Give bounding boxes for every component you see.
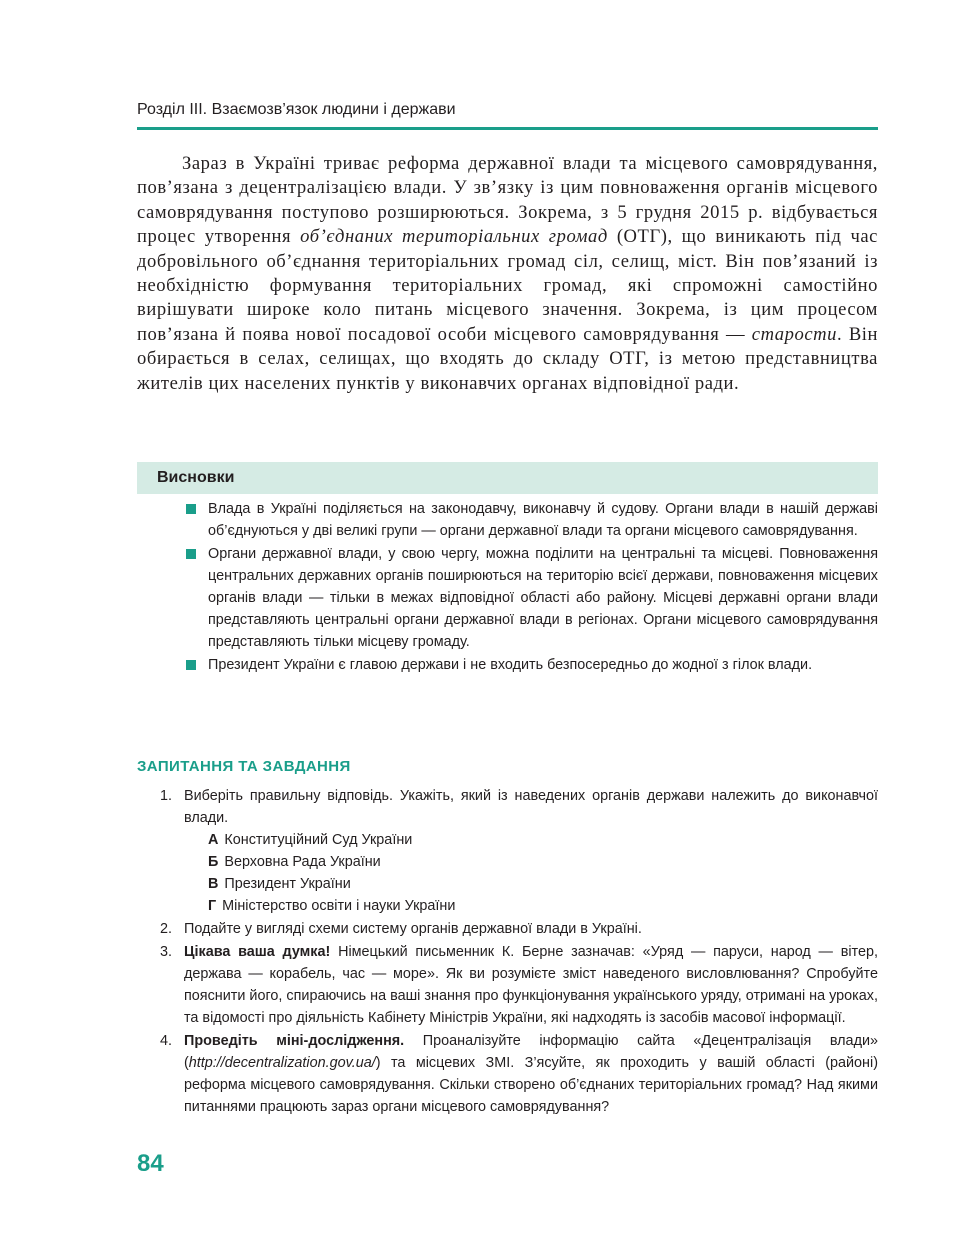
question-number: 1. [160, 788, 173, 804]
option-text: Міністерство освіти і науки України [222, 898, 456, 914]
question-text-part-2: ) та місцевих ЗМІ. З’ясуйте, як проходить у вашій області (районі) реформа місцевого самоврядування. Скільки створено об’єднаних територіальних громад? Над якими питаннями працюють зараз органи місцевого самоврядування? [184, 1055, 878, 1115]
questions-title: ЗАПИТАННЯ ТА ЗАВДАННЯ [137, 758, 351, 775]
conclusion-item [186, 654, 878, 676]
answer-option [208, 895, 878, 917]
conclusion-item-text: Президент України є главою держави і не входить безпосередньо до жодної з гілок влади. [208, 657, 813, 673]
conclusions-list [186, 498, 878, 677]
main-text-italic-term-starosta: старости [751, 323, 837, 345]
question-3 [160, 941, 878, 1029]
square-bullet-icon [186, 504, 196, 514]
question-lead-bold: Цікава ваша думка! [184, 944, 331, 960]
square-bullet-icon [186, 660, 196, 670]
conclusions-heading-bar [137, 462, 878, 494]
website-link[interactable]: http://decentralization.gov.ua/ [188, 1055, 376, 1071]
question-number: 3. [160, 944, 173, 960]
questions-list [160, 785, 878, 1119]
page-number: 84 [137, 1150, 164, 1177]
section-header: Розділ III. Взаємозв’язок людини і держави [137, 101, 456, 118]
main-text-part-2: (ОТГ), що виникають під час добровільного об’єднання територіальних громад сіл, селищ, міст. Він пов’язаний із необхідністю формування територіальних громад, які спроможні самостійно вирішувати широке коло питань місцевого значення. Зокрема, із цим процесом пов’язана й поява нової посадової особи місцевого самоврядування — [137, 226, 878, 345]
option-letter: Г [208, 898, 217, 914]
header-divider [137, 127, 878, 130]
main-paragraph [137, 152, 878, 396]
question-2 [160, 918, 878, 940]
conclusion-item [186, 543, 878, 653]
question-text: Виберіть правильну відповідь. Укажіть, який із наведених органів держави належить до виконавчої влади. [184, 788, 878, 826]
answer-option [208, 829, 878, 851]
option-letter: А [208, 832, 219, 848]
main-text-italic-term-otg: об’єднаних територіальних громад [300, 226, 608, 248]
answer-option [208, 851, 878, 873]
option-letter: В [208, 876, 219, 892]
square-bullet-icon [186, 549, 196, 559]
question-text-part-1: Проаналізуйте інформацію сайта «Децентралізація влади» ( [184, 1033, 879, 1071]
conclusions-title: Висновки [157, 469, 235, 486]
main-text-part-3: . Він обирається в селах, селищах, що входять до складу ОТГ, із метою представництва жителів цих населених пунктів у виконавчих органах відповідної ради. [137, 323, 878, 394]
question-text: Подайте у вигляді схеми систему органів державної влади в Україні. [184, 921, 642, 937]
conclusion-item-text: Органи державної влади, у свою чергу, можна поділити на центральні та місцеві. Повноваження центральних державних органів поширюються на територію всієї держави, повноваження місцевих органів влади — тільки в межах відповідної області або району. Місцеві державні органи влади представляють центральні органи державної влади в регіонах. Органи місцевого самоврядування представляють тільки місцеву громаду. [208, 546, 878, 650]
question-number: 2. [160, 921, 173, 937]
question-text: Німецький письменник К. Берне зазначав: «Уряд — паруси, народ — вітер, держава — корабель, час — море». Як ви розумієте зміст наведеного висловлювання? Спробуйте пояснити його, спираючись на ваші знання про функціонування українського уряду, отримані на уроках, та відомості про діяльність Кабінету Міністрів України, які надходять із засобів масової інформації. [184, 944, 878, 1026]
question-4 [160, 1030, 878, 1118]
question-number: 4. [160, 1033, 173, 1049]
question-lead-bold: Проведіть міні-дослідження. [184, 1033, 405, 1049]
answer-options [208, 829, 878, 917]
answer-option [208, 873, 878, 895]
option-text: Конституційний Суд України [224, 832, 413, 848]
main-text-part-1: Зараз в Україні триває реформа державної влади та місцевого самоврядування, пов’язана з децентралізацією влади. У зв’язку із цим повноваження органів місцевого самоврядування поступово розширюються. Зокрема, з 5 грудня 2015 р. відбувається процес утворення [137, 153, 878, 248]
question-1 [160, 785, 878, 917]
conclusion-item [186, 498, 878, 542]
option-text: Президент України [224, 876, 351, 892]
option-text: Верховна Рада України [224, 854, 381, 870]
option-letter: Б [208, 854, 219, 870]
conclusion-item-text: Влада в Україні поділяється на законодавчу, виконавчу й судову. Органи влади в нашій державі об’єднуються у дві великі групи — органи державної влади та органи місцевого самоврядування. [208, 501, 878, 539]
